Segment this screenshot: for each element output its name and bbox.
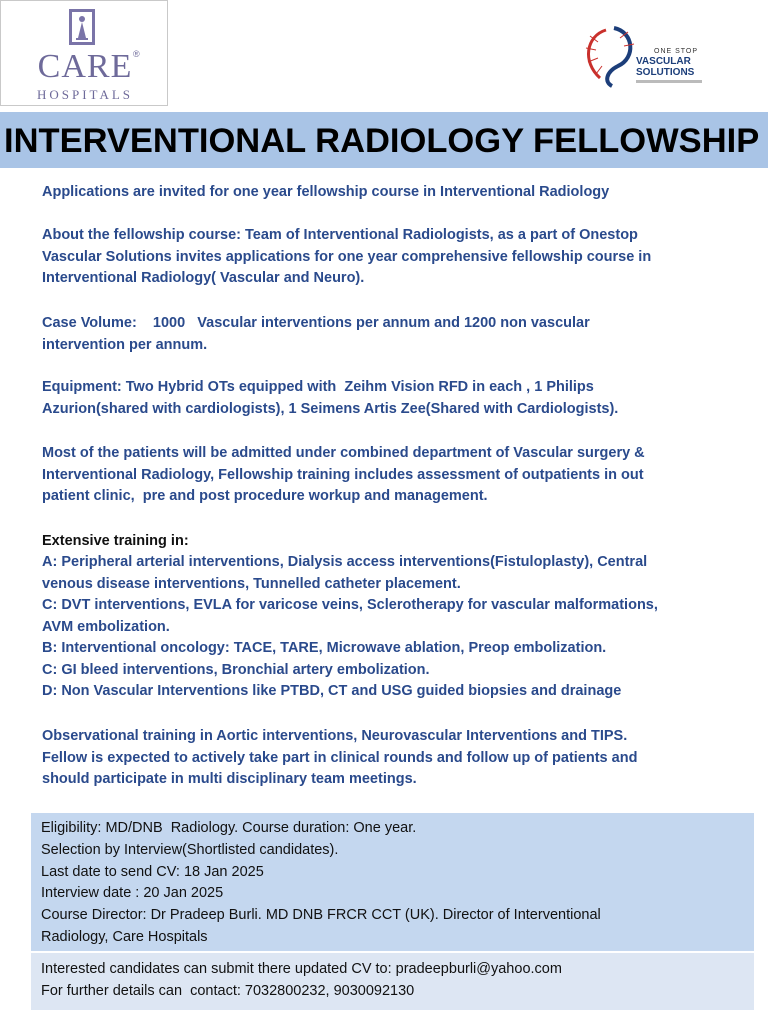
case-volume-line-1: Case Volume: 1000 Vascular interventions per annum and 1200 non vascular (42, 315, 590, 331)
page-title: INTERVENTIONAL RADIOLOGY FELLOWSHIP (4, 122, 760, 160)
vascular-logo-tagline-bar (636, 80, 702, 83)
intro-paragraph (42, 182, 742, 204)
training-line-3: C: DVT interventions, EVLA for varicose veins, Sclerotherapy for vascular malformations, (42, 597, 658, 613)
vascular-logo-line2: VASCULAR (636, 56, 691, 67)
intro-line: Applications are invited for one year fellowship course in Interventional Radiology (42, 184, 610, 200)
vascular-logo-line3: SOLUTIONS (636, 67, 695, 78)
equipment-line-2: Azurion(shared with cardiologists), 1 Seimens Artis Zee(Shared with Cardiologists). (42, 400, 619, 417)
patients-line-3: patient clinic, pre and post procedure workup and management. (42, 488, 488, 504)
training-line-7: D: Non Vascular Interventions like PTBD, CT and USG guided biopsies and drainage (42, 683, 622, 699)
observational-line-1: Observational training in Aortic interventions, Neurovascular Interventions and TIPS. (42, 728, 628, 744)
patients-line-2: Interventional Radiology, Fellowship training includes assessment of outpatients in out (42, 466, 644, 483)
equipment-paragraph (42, 377, 742, 420)
case-volume-paragraph (42, 313, 742, 356)
interview-date-line: Interview date : 20 Jan 2025 (41, 885, 224, 902)
training-heading: Extensive training in: (42, 533, 189, 549)
equipment-line-1: Equipment: Two Hybrid OTs equipped with Zeihm Vision RFD in each , 1 Philips (42, 379, 594, 395)
observational-line-2: Fellow is expected to actively take part in clinical rounds and follow up of patients and (42, 749, 638, 766)
selection-line: Selection by Interview(Shortlisted candidates). (41, 841, 339, 858)
about-line-2: Vascular Solutions invites applications for one year comprehensive fellowship course in (42, 248, 652, 265)
contact-phone-line: For further details can contact: 7032800232, 9030092130 (41, 982, 415, 999)
contact-info-box (31, 953, 754, 1010)
care-emblem-icon (67, 7, 97, 47)
last-date-line: Last date to send CV: 18 Jan 2025 (41, 863, 264, 880)
observational-line-3: should participate in multi disciplinary team meetings. (42, 771, 417, 787)
title-band (0, 112, 768, 168)
registered-mark: ® (133, 49, 140, 59)
eligibility-info-box (31, 813, 754, 951)
course-director-line-2: Radiology, Care Hospitals (41, 928, 208, 945)
training-line-5: B: Interventional oncology: TACE, TARE, Microwave ablation, Preop embolization. (42, 640, 607, 656)
about-line-3: Interventional Radiology( Vascular and Neuro). (42, 270, 365, 286)
training-line-6: C: GI bleed interventions, Bronchial artery embolization. (42, 661, 430, 678)
eligibility-line: Eligibility: MD/DNB Radiology. Course duration: One year. (41, 820, 417, 836)
care-hospitals-logo (0, 0, 168, 106)
observational-paragraph (42, 726, 742, 791)
hospitals-wordmark: HOSPITALS (36, 87, 134, 102)
course-director-line-1: Course Director: Dr Pradeep Burli. MD DNB FRCR CCT (UK). Director of Interventional (41, 907, 601, 924)
training-line-1: A: Peripheral arterial interventions, Dialysis access interventions(Fistuloplasty), Central (42, 554, 648, 570)
care-wordmark: CARE (37, 48, 133, 85)
submit-cv-line: Interested candidates can submit there updated CV to: pradeepburli@yahoo.com (41, 961, 562, 977)
patients-paragraph (42, 443, 742, 508)
vascular-solutions-logo-icon (576, 22, 706, 88)
about-line-1: About the fellowship course: Team of Interventional Radiologists, as a part of Onestop (42, 227, 638, 243)
training-line-2: venous disease interventions, Tunnelled catheter placement. (42, 575, 461, 592)
case-volume-line-2: intervention per annum. (42, 336, 208, 353)
vascular-logo-line1: ONE STOP (654, 48, 699, 55)
training-list (42, 552, 742, 703)
training-line-4: AVM embolization. (42, 618, 170, 635)
about-paragraph (42, 225, 742, 290)
patients-line-1: Most of the patients will be admitted under combined department of Vascular surgery & (42, 445, 645, 461)
